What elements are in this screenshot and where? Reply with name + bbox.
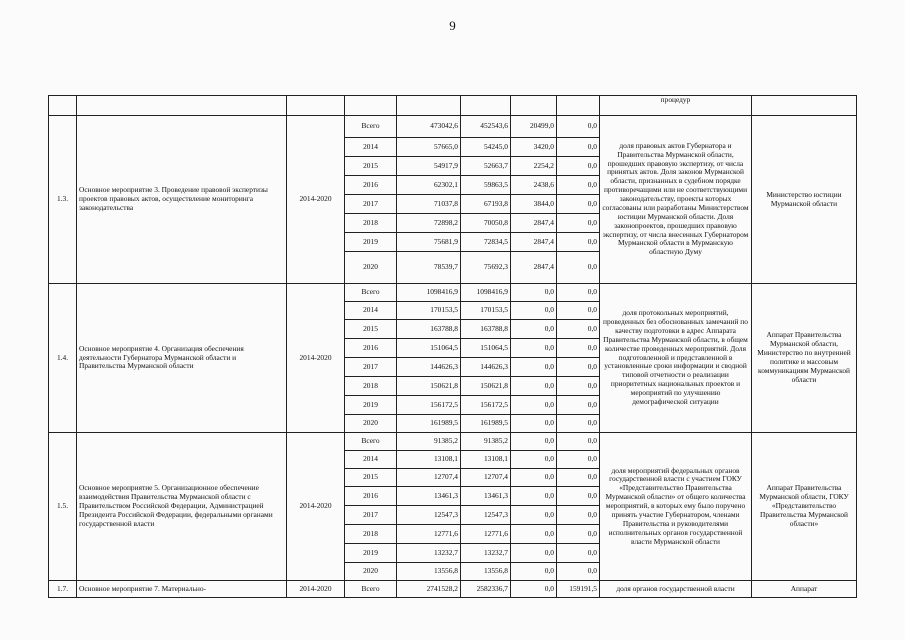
federal-budget-cell: 0,0 xyxy=(511,396,557,415)
item-number: 1.3. xyxy=(49,116,77,284)
total-cell: 13108,1 xyxy=(397,451,461,469)
other-sources-cell: 0,0 xyxy=(557,320,600,339)
period: 2014-2020 xyxy=(287,581,345,598)
total-cell: 13461,3 xyxy=(397,487,461,506)
federal-budget-cell: 3844,0 xyxy=(511,195,557,214)
table-row xyxy=(49,284,857,302)
total-cell: 144626,3 xyxy=(397,358,461,377)
year-cell: Всего xyxy=(345,284,397,302)
activity-name: Основное мероприятие 4. Организация обеспечения деятельности Губернатора Мурманской области и Правительства Мурманской области xyxy=(77,284,287,433)
regional-budget-cell: 161989,5 xyxy=(461,415,511,433)
other-sources-cell: 0,0 xyxy=(557,525,600,544)
other-sources-cell: 0,0 xyxy=(557,506,600,525)
regional-budget-cell: 13108,1 xyxy=(461,451,511,469)
total-cell: 91385,2 xyxy=(397,433,461,451)
executor-cell: Аппарат Правительства Мурманской области, ГОКУ «Представительство Правительства Мурманской области» xyxy=(752,433,857,581)
federal-budget-cell: 0,0 xyxy=(511,563,557,581)
indicator-cell: доля мероприятий федеральных органов государственной власти с участием ГОКУ «Представительство Правительства Мурманской области» от общего количества мероприятий, в которых ему было поручено принять участие Губернатором, членами Правительства и руководителями исполнительных органов государственной власти Мурманской области xyxy=(600,433,752,581)
activity-name: Основное мероприятие 5. Организационное обеспечение взаимодействия Правительства Мурманской области с Правительством Российской Федерации, Администрацией Президента Российской Федерации, федеральными органами государственной власти xyxy=(77,433,287,581)
regional-budget-cell: 151064,5 xyxy=(461,339,511,358)
year-cell: 2015 xyxy=(345,157,397,176)
total-cell: 170153,5 xyxy=(397,302,461,320)
total-cell: 62302,1 xyxy=(397,176,461,195)
total-cell: 78539,7 xyxy=(397,252,461,284)
table-row xyxy=(49,116,857,138)
other-sources-cell: 0,0 xyxy=(557,487,600,506)
indicator-cell: доля органов государственной власти xyxy=(600,581,752,598)
federal-budget-cell: 0,0 xyxy=(511,433,557,451)
year-cell: 2017 xyxy=(345,358,397,377)
regional-budget-cell: 13461,3 xyxy=(461,487,511,506)
other-sources-cell: 0,0 xyxy=(557,233,600,252)
year-cell: Всего xyxy=(345,116,397,138)
regional-budget-cell: 70050,8 xyxy=(461,214,511,233)
total-cell: 163788,8 xyxy=(397,320,461,339)
regional-budget-cell: 59863,5 xyxy=(461,176,511,195)
other-sources-cell: 0,0 xyxy=(557,252,600,284)
total-cell: 13232,7 xyxy=(397,544,461,563)
other-sources-cell: 0,0 xyxy=(557,469,600,487)
other-sources-cell: 0,0 xyxy=(557,339,600,358)
year-cell: 2019 xyxy=(345,544,397,563)
regional-budget-cell: 156172,5 xyxy=(461,396,511,415)
federal-budget-cell: 0,0 xyxy=(511,377,557,396)
federal-budget-cell: 2847,4 xyxy=(511,214,557,233)
federal-budget-cell: 2438,6 xyxy=(511,176,557,195)
total-cell: 156172,5 xyxy=(397,396,461,415)
regional-budget-cell: 75692,3 xyxy=(461,252,511,284)
other-sources-cell: 0,0 xyxy=(557,284,600,302)
other-sources-cell: 0,0 xyxy=(557,451,600,469)
federal-budget-cell: 0,0 xyxy=(511,284,557,302)
table-row xyxy=(49,433,857,451)
other-sources-cell: 0,0 xyxy=(557,415,600,433)
year-cell: 2017 xyxy=(345,195,397,214)
year-cell: 2020 xyxy=(345,563,397,581)
total-cell: 2741528,2 xyxy=(397,581,461,598)
total-cell: 473042,6 xyxy=(397,116,461,138)
other-sources-cell: 0,0 xyxy=(557,157,600,176)
total-cell: 75681,9 xyxy=(397,233,461,252)
year-cell: 2014 xyxy=(345,451,397,469)
total-cell: 54917,9 xyxy=(397,157,461,176)
other-sources-cell: 0,0 xyxy=(557,396,600,415)
indicator-cell: доля протокольных мероприятий, проведенных без обоснованных замечаний по качеству подготовки в адрес Аппарата Правительства Мурманской области, в общем количестве проведенных мероприятий. Доля подготовленной и представленной в установленные сроки информации и сводной типовой отчетности о реализации приоритетных национальных проектов и мероприятий по улучшению демографической ситуации xyxy=(600,284,752,433)
regional-budget-cell: 72834,5 xyxy=(461,233,511,252)
header-continuation-row xyxy=(49,96,857,116)
federal-budget-cell: 2847,4 xyxy=(511,233,557,252)
total-cell: 71037,8 xyxy=(397,195,461,214)
regional-budget-cell: 12707,4 xyxy=(461,469,511,487)
other-sources-cell: 0,0 xyxy=(557,377,600,396)
year-cell: 2016 xyxy=(345,176,397,195)
other-sources-cell: 0,0 xyxy=(557,544,600,563)
federal-budget-cell: 20499,0 xyxy=(511,116,557,138)
period: 2014-2020 xyxy=(287,284,345,433)
total-cell: 12547,3 xyxy=(397,506,461,525)
regional-budget-cell: 170153,5 xyxy=(461,302,511,320)
federal-budget-cell: 0,0 xyxy=(511,506,557,525)
year-cell: Всего xyxy=(345,581,397,598)
item-number: 1.4. xyxy=(49,284,77,433)
regional-budget-cell: 13232,7 xyxy=(461,544,511,563)
year-cell: 2014 xyxy=(345,302,397,320)
page-number: 9 xyxy=(449,18,456,33)
regional-budget-cell: 91385,2 xyxy=(461,433,511,451)
total-cell: 57665,0 xyxy=(397,138,461,157)
indicator-cell: доля правовых актов Губернатора и Правительства Мурманской области, прошедших правовую экспертизу, от числа принятых актов. Доля законов Мурманской области, признанных в судебном порядке противоречащими или не соответствующими законодательству, проекты которых согласованы или разработаны Министерством юстиции Мурманской области. Доля законопроектов, прошедших правовую экспертизу, от числа внесенных Губернатором Мурманской области в Мурманскую областную Думу xyxy=(600,116,752,284)
federal-budget-cell: 2254,2 xyxy=(511,157,557,176)
year-cell: 2020 xyxy=(345,415,397,433)
total-cell: 161989,5 xyxy=(397,415,461,433)
regional-budget-cell: 67193,8 xyxy=(461,195,511,214)
regional-budget-cell: 12771,6 xyxy=(461,525,511,544)
year-cell: 2015 xyxy=(345,469,397,487)
total-cell: 12707,4 xyxy=(397,469,461,487)
regional-budget-cell: 150621,8 xyxy=(461,377,511,396)
indicator-cell: процедур xyxy=(600,96,752,116)
total-cell: 151064,5 xyxy=(397,339,461,358)
other-sources-cell: 0,0 xyxy=(557,195,600,214)
other-sources-cell: 0,0 xyxy=(557,138,600,157)
regional-budget-cell: 452543,6 xyxy=(461,116,511,138)
regional-budget-cell: 52663,7 xyxy=(461,157,511,176)
regional-budget-cell: 54245,0 xyxy=(461,138,511,157)
year-cell: 2016 xyxy=(345,487,397,506)
executor-cell: Аппарат Правительства Мурманской области, Министерство по внутренней политике и массовым коммуникациям Мурманской области xyxy=(752,284,857,433)
year-cell: 2019 xyxy=(345,396,397,415)
federal-budget-cell: 0,0 xyxy=(511,487,557,506)
total-cell: 150621,8 xyxy=(397,377,461,396)
other-sources-cell: 0,0 xyxy=(557,563,600,581)
regional-budget-cell: 12547,3 xyxy=(461,506,511,525)
activity-name: Основное мероприятие 3. Проведение правовой экспертизы проектов правовых актов, осуществление мониторинга законодательства xyxy=(77,116,287,284)
year-cell: 2017 xyxy=(345,506,397,525)
other-sources-cell: 0,0 xyxy=(557,214,600,233)
federal-budget-cell: 0,0 xyxy=(511,339,557,358)
year-cell: 2014 xyxy=(345,138,397,157)
item-number: 1.7. xyxy=(49,581,77,598)
federal-budget-cell: 0,0 xyxy=(511,320,557,339)
federal-budget-cell: 0,0 xyxy=(511,544,557,563)
year-cell: 2019 xyxy=(345,233,397,252)
year-cell: 2020 xyxy=(345,252,397,284)
executor-cell: Аппарат xyxy=(752,581,857,598)
period: 2014-2020 xyxy=(287,433,345,581)
period: 2014-2020 xyxy=(287,116,345,284)
year-cell: 2015 xyxy=(345,320,397,339)
table-row xyxy=(49,581,857,598)
year-cell: 2018 xyxy=(345,214,397,233)
regional-budget-cell: 144626,3 xyxy=(461,358,511,377)
other-sources-cell: 0,0 xyxy=(557,433,600,451)
total-cell: 1098416,9 xyxy=(397,284,461,302)
federal-budget-cell: 0,0 xyxy=(511,451,557,469)
year-cell: 2016 xyxy=(345,339,397,358)
regional-budget-cell: 1098416,9 xyxy=(461,284,511,302)
item-number: 1.5. xyxy=(49,433,77,581)
federal-budget-cell: 0,0 xyxy=(511,469,557,487)
year-cell: 2018 xyxy=(345,377,397,396)
federal-budget-cell: 0,0 xyxy=(511,358,557,377)
other-sources-cell: 0,0 xyxy=(557,176,600,195)
total-cell: 13556,8 xyxy=(397,563,461,581)
executor-cell: Министерство юстиции Мурманской области xyxy=(752,116,857,284)
other-sources-cell: 0,0 xyxy=(557,116,600,138)
other-sources-cell: 159191,5 xyxy=(557,581,600,598)
regional-budget-cell: 2582336,7 xyxy=(461,581,511,598)
federal-budget-cell: 0,0 xyxy=(511,415,557,433)
year-cell: Всего xyxy=(345,433,397,451)
total-cell: 72898,2 xyxy=(397,214,461,233)
other-sources-cell: 0,0 xyxy=(557,302,600,320)
federal-budget-cell: 0,0 xyxy=(511,302,557,320)
total-cell: 12771,6 xyxy=(397,525,461,544)
federal-budget-cell: 0,0 xyxy=(511,581,557,598)
federal-budget-cell: 2847,4 xyxy=(511,252,557,284)
regional-budget-cell: 163788,8 xyxy=(461,320,511,339)
federal-budget-cell: 0,0 xyxy=(511,525,557,544)
program-table xyxy=(48,95,857,598)
regional-budget-cell: 13556,8 xyxy=(461,563,511,581)
other-sources-cell: 0,0 xyxy=(557,358,600,377)
year-cell: 2018 xyxy=(345,525,397,544)
activity-name: Основное мероприятие 7. Материально- xyxy=(77,581,287,598)
federal-budget-cell: 3420,0 xyxy=(511,138,557,157)
